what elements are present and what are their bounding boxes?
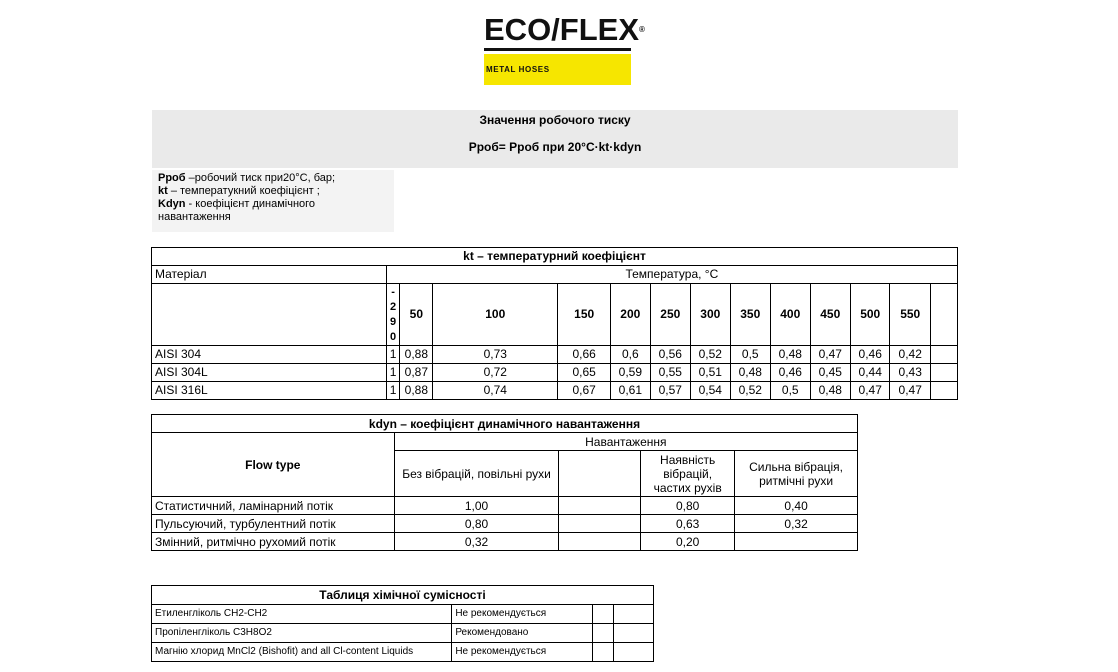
value-cell: 0,48 [810,382,850,400]
logo-brand-text: ECO/FLEX® [484,12,645,47]
value-cell: 0,43 [890,364,930,382]
value-cell: 0,47 [850,382,890,400]
value-cell: 0,46 [771,364,811,382]
value-cell: 0,52 [730,382,770,400]
substance-cell: Етиленгліколь CH2-CH2 [152,605,452,624]
value-cell [559,515,641,533]
value-cell: 0,59 [611,364,651,382]
value-cell: 0,80 [394,515,559,533]
header-title: Значення робочого тиску [479,113,631,127]
value-cell: 1 [386,382,400,400]
value-cell: 0,63 [641,515,735,533]
empty-cell [614,643,654,662]
value-cell: 0,5 [771,382,811,400]
flow-cell: Статистичний, ламінарний потік [152,497,395,515]
material-cell: AISI 316L [152,382,387,400]
empty-cell [930,346,957,364]
temp-header-minus290: - 2 9 0 [386,284,400,346]
load-header: Навантаження [394,433,857,451]
load-column-header [559,451,641,497]
status-cell: Рекомендовано [452,624,593,643]
empty-cell [614,605,654,624]
temp-header: 500 [850,284,890,346]
chem-table [151,585,654,662]
value-cell: 0,6 [611,346,651,364]
value-cell: 0,42 [890,346,930,364]
value-cell: 0,66 [558,346,611,364]
value-cell: 0,80 [641,497,735,515]
value-cell: 0,40 [735,497,858,515]
load-column-header: Наявність вібрацій, частих рухів [641,451,735,497]
value-cell: 1,00 [394,497,559,515]
temp-header: 100 [433,284,558,346]
kt-table-title: kt – температурний коефіцієнт [152,248,958,266]
value-cell: 0,46 [850,346,890,364]
table-row [152,533,858,551]
temp-header: 50 [400,284,433,346]
value-cell: 0,32 [735,515,858,533]
empty-header-cell [930,284,957,346]
value-cell: 0,88 [400,346,433,364]
empty-cell [930,382,957,400]
chem-table-title: Таблиця хімічної сумісності [152,586,654,605]
value-cell: 0,67 [558,382,611,400]
empty-cell [593,605,614,624]
empty-header-cell [152,284,387,346]
value-cell: 0,87 [400,364,433,382]
value-cell [559,533,641,551]
empty-cell [614,624,654,643]
table-row [152,605,654,624]
legend-item: Kdyn - коефіцієнт динамічного навантаження [158,198,316,223]
temp-header: 350 [730,284,770,346]
kdyn-table [151,414,858,551]
temp-header: 550 [890,284,930,346]
value-cell: 0,44 [850,364,890,382]
value-cell: 0,5 [730,346,770,364]
legend-item: kt – температукний коефіцієнт ; [158,185,320,197]
kdyn-table-title: kdyn – коефіцієнт динамічного навантаження [152,415,858,433]
substance-cell: Пропіленгліколь C3H8O2 [152,624,452,643]
substance-cell: Магнію хлорид MnCl2 (Bishofit) and all Cl-content Liquids [152,643,452,662]
table-row [152,364,958,382]
value-cell: 1 [386,346,400,364]
status-cell: Не рекомендується [452,643,593,662]
logo-black-bar [484,48,631,51]
material-cell: AISI 304L [152,364,387,382]
empty-cell [593,624,614,643]
value-cell: 0,61 [611,382,651,400]
ecoflex-logo [484,12,645,74]
value-cell: 0,48 [771,346,811,364]
temp-header: 250 [650,284,690,346]
legend-item: Pроб –робочий тиск при20°C, бар; [158,172,336,184]
table-row [152,382,958,400]
value-cell: 0,65 [558,364,611,382]
material-cell: AISI 304 [152,346,387,364]
temp-header: 300 [691,284,731,346]
value-cell [559,497,641,515]
value-cell: 0,52 [691,346,731,364]
table-row [152,624,654,643]
value-cell: 0,72 [433,364,558,382]
value-cell: 0,51 [691,364,731,382]
table-row [152,515,858,533]
kt-table [151,247,958,400]
value-cell [735,533,858,551]
value-cell: 0,47 [810,346,850,364]
material-header: Матеріал [152,266,387,284]
temp-header: 150 [558,284,611,346]
temp-header: 200 [611,284,651,346]
logo-subtitle: METAL HOSES [486,65,550,74]
value-cell: 0,88 [400,382,433,400]
empty-cell [593,643,614,662]
load-column-header: Без вібрацій, повільні рухи [394,451,559,497]
value-cell: 0,57 [650,382,690,400]
value-cell: 0,32 [394,533,559,551]
header-formula: Pроб= Pроб при 20°C·kt·kdyn [468,140,642,154]
value-cell: 0,48 [730,364,770,382]
value-cell: 0,20 [641,533,735,551]
value-cell: 0,55 [650,364,690,382]
table-row [152,346,958,364]
value-cell: 0,54 [691,382,731,400]
table-row [152,497,858,515]
empty-cell [930,364,957,382]
legend-box [152,170,394,232]
temperature-header: Температура, °C [386,266,957,284]
flow-type-header: Flow type [152,433,395,497]
load-column-header: Сильна вібрація, ритмічні рухи [735,451,858,497]
status-cell: Не рекомендується [452,605,593,624]
temp-header: 450 [810,284,850,346]
flow-cell: Змінний, ритмічно рухомий потік [152,533,395,551]
value-cell: 0,45 [810,364,850,382]
table-row [152,643,654,662]
value-cell: 0,47 [890,382,930,400]
flow-cell: Пульсуючий, турбулентний потік [152,515,395,533]
value-cell: 0,74 [433,382,558,400]
value-cell: 1 [386,364,400,382]
pressure-header [152,110,958,168]
value-cell: 0,73 [433,346,558,364]
value-cell: 0,56 [650,346,690,364]
temp-header: 400 [771,284,811,346]
